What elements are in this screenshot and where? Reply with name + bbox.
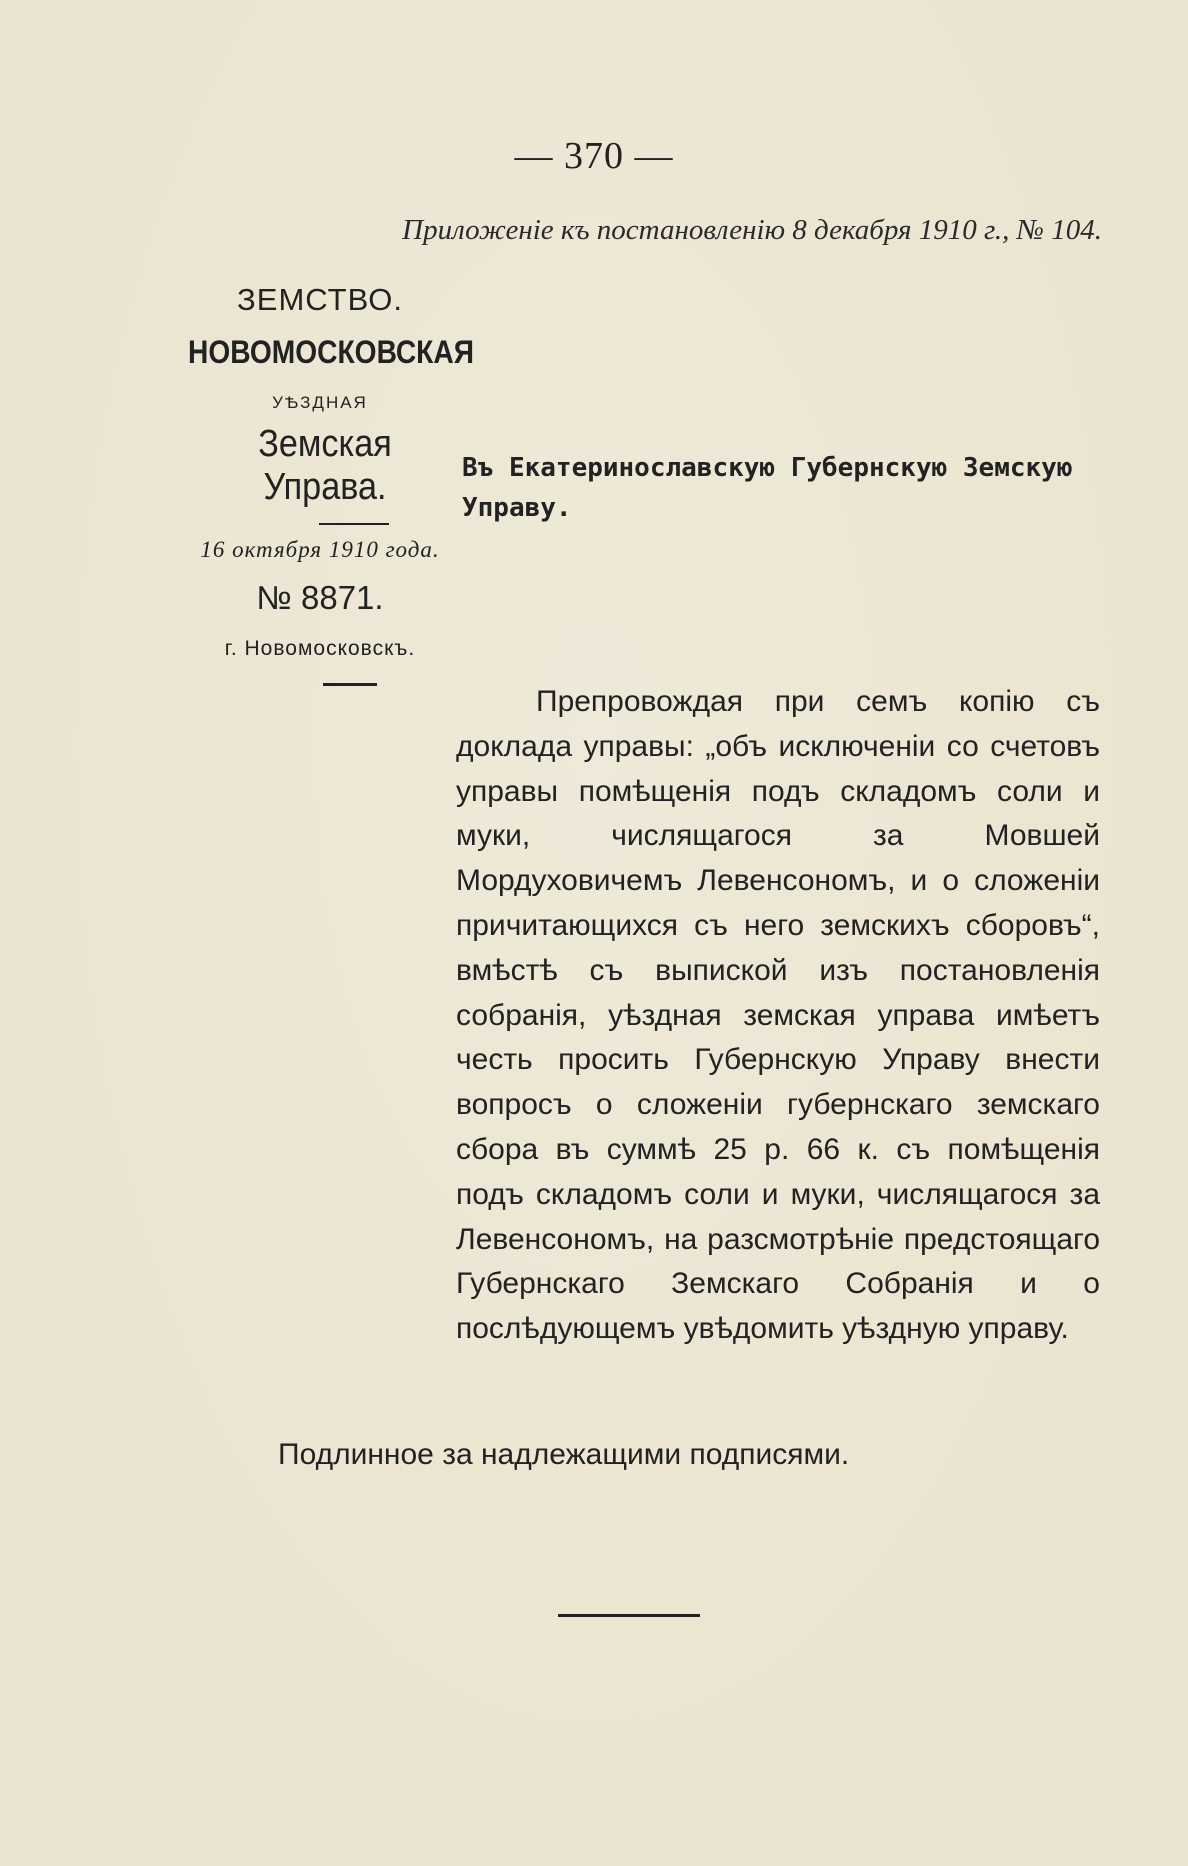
- signature-note: Подлинное за надлежащими подписями.: [278, 1438, 850, 1471]
- sender-district-type: УѢЗДНАЯ: [272, 393, 368, 412]
- addressee: Въ Екатеринославскую Губернскую Земскую Управу.: [462, 453, 1073, 523]
- sender-city: г. Новомосковскъ.: [224, 637, 416, 660]
- page-number: — 370 —: [514, 135, 674, 177]
- sender-zemstvo: ЗЕМСТВО.: [237, 282, 403, 317]
- sender-divider: [319, 523, 389, 525]
- letter-number: № 8871.: [256, 579, 384, 616]
- letter-body: [456, 680, 1100, 1352]
- sender-end-divider: [323, 683, 377, 686]
- appendix-note: Приложенiе къ постановленiю 8 декабря 1910 г., № 104.: [402, 214, 1102, 246]
- sender-board: Земская Управа.: [258, 423, 392, 508]
- letter-date: 16 октября 1910 года.: [200, 537, 440, 562]
- sender-district-name: НОВОМОСКОВСКАЯ: [188, 334, 474, 370]
- end-divider: [558, 1614, 700, 1617]
- letter-body-paragraph: Препровождая при семъ копiю съ доклада управы: „объ исключенiи со счетовъ управы помѣщенiя подъ складомъ соли и муки, числящагося за Мовшей Мордуховичемъ Левенсономъ, и о сложенiи причитающихся съ него земскихъ сборовъ“, вмѣстѣ съ выпиской изъ постановленiя собранiя, уѣздная земская управа имѣетъ честь просить Губернскую Управу внести вопросъ о сложенiи губернскаго земскаго сбора въ суммѣ 25 р. 66 к. съ помѣщенiя подъ складомъ соли и муки, числящагося за Левенсономъ, на разсмотрѣнiе предстоящаго Губернскаго Земскаго Собранiя и о послѣдующемъ увѣдомить уѣздную управу.: [456, 685, 1100, 1346]
- sender-block: [170, 278, 474, 686]
